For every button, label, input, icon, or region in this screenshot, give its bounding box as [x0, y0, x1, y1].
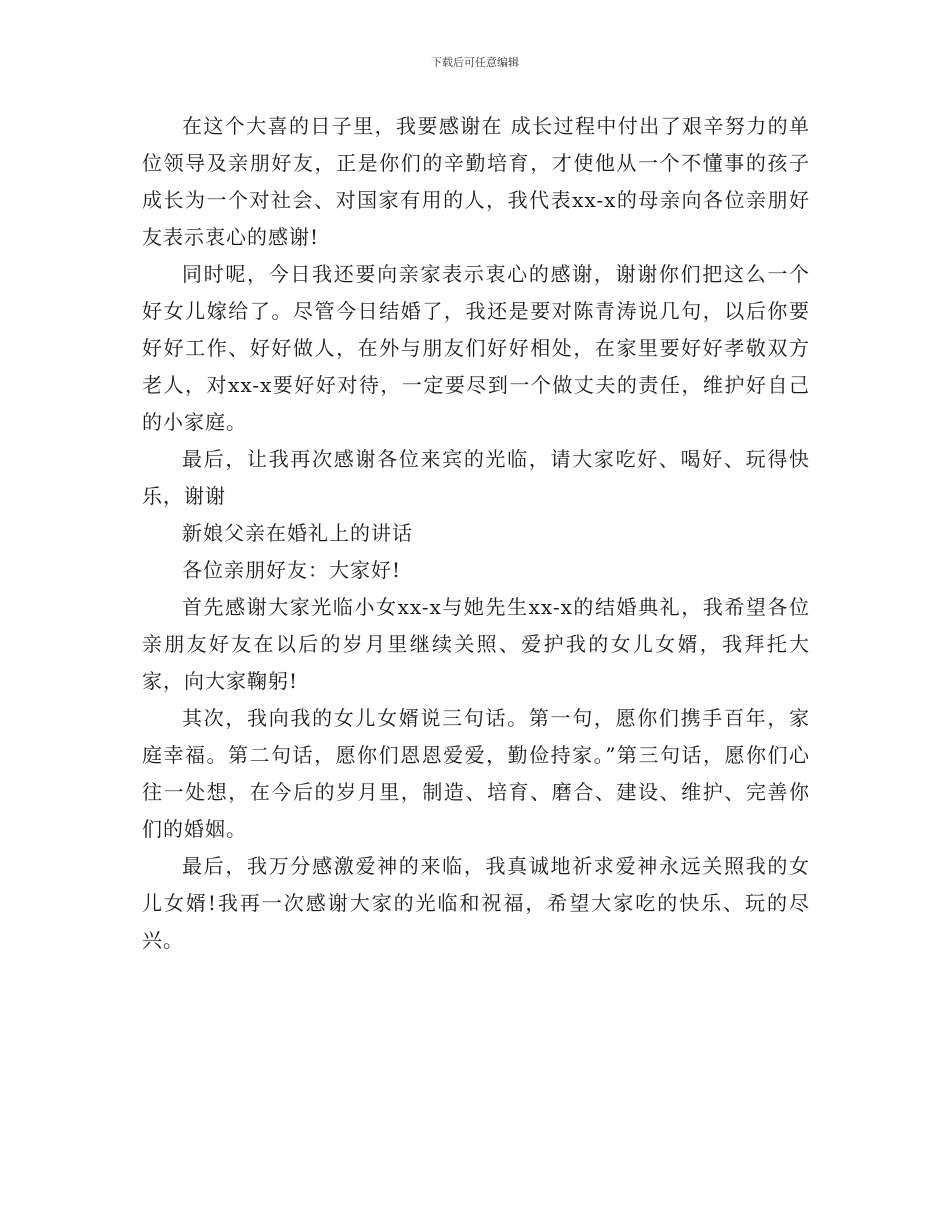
document-body	[142, 108, 810, 959]
paragraph-three-sentences: 其次，我向我的女儿女婿说三句话。第一句，愿你们携手百年，家庭幸福。第二句话，愿你们恩恩爱爱，勤俭持家。”第三句话，愿你们心往一处想，在今后的岁月里，制造、培育、磨合、建设、维护、完善你们的婚姻。	[142, 706, 810, 841]
paragraph-thanks-parents: 在这个大喜的日子里，我要感谢在 成长过程中付出了艰辛努力的单位领导及亲朋好友，正是你们的辛勤培育，才使他从一个不懂事的孩子成长为一个对社会、对国家有用的人，我代表xx-x的母亲向各位亲朋好友表示衷心的感谢!	[142, 114, 810, 249]
paragraph-first-thanks: 首先感谢大家光临小女xx-x与她先生xx-x的结婚典礼，我希望各位亲朋友好友在以后的岁月里继续关照、爱护我的女儿女婿，我拜托大家，向大家鞠躬!	[142, 595, 810, 693]
section-title: 新娘父亲在婚礼上的讲话	[182, 521, 413, 545]
page-header-note: 下载后可任意编辑	[431, 56, 519, 69]
paragraph-thanks-in-laws: 同时呢，今日我还要向亲家表示衷心的感谢，谢谢你们把这么一个好女儿嫁给了。尽管今日结婚了，我还是要对陈青涛说几句，以后你要好好工作、好好做人，在外与朋友们好好相处，在家里要好好孝敬双方老人，对xx-x要好好对待，一定要尽到一个做丈夫的责任，维护好自己的小家庭。	[142, 262, 810, 434]
paragraph-closing-thanks: 最后，让我再次感谢各位来宾的光临，请大家吃好、喝好、玩得快乐，谢谢	[142, 447, 810, 508]
paragraph-final-blessing: 最后，我万分感激爱神的来临，我真诚地祈求爱神永远关照我的女儿女婿!我再一次感谢大家的光临和祝福，希望大家吃的快乐、玩的尽兴。	[142, 854, 810, 952]
paragraph-greeting: 各位亲朋好友：大家好!	[182, 558, 402, 582]
